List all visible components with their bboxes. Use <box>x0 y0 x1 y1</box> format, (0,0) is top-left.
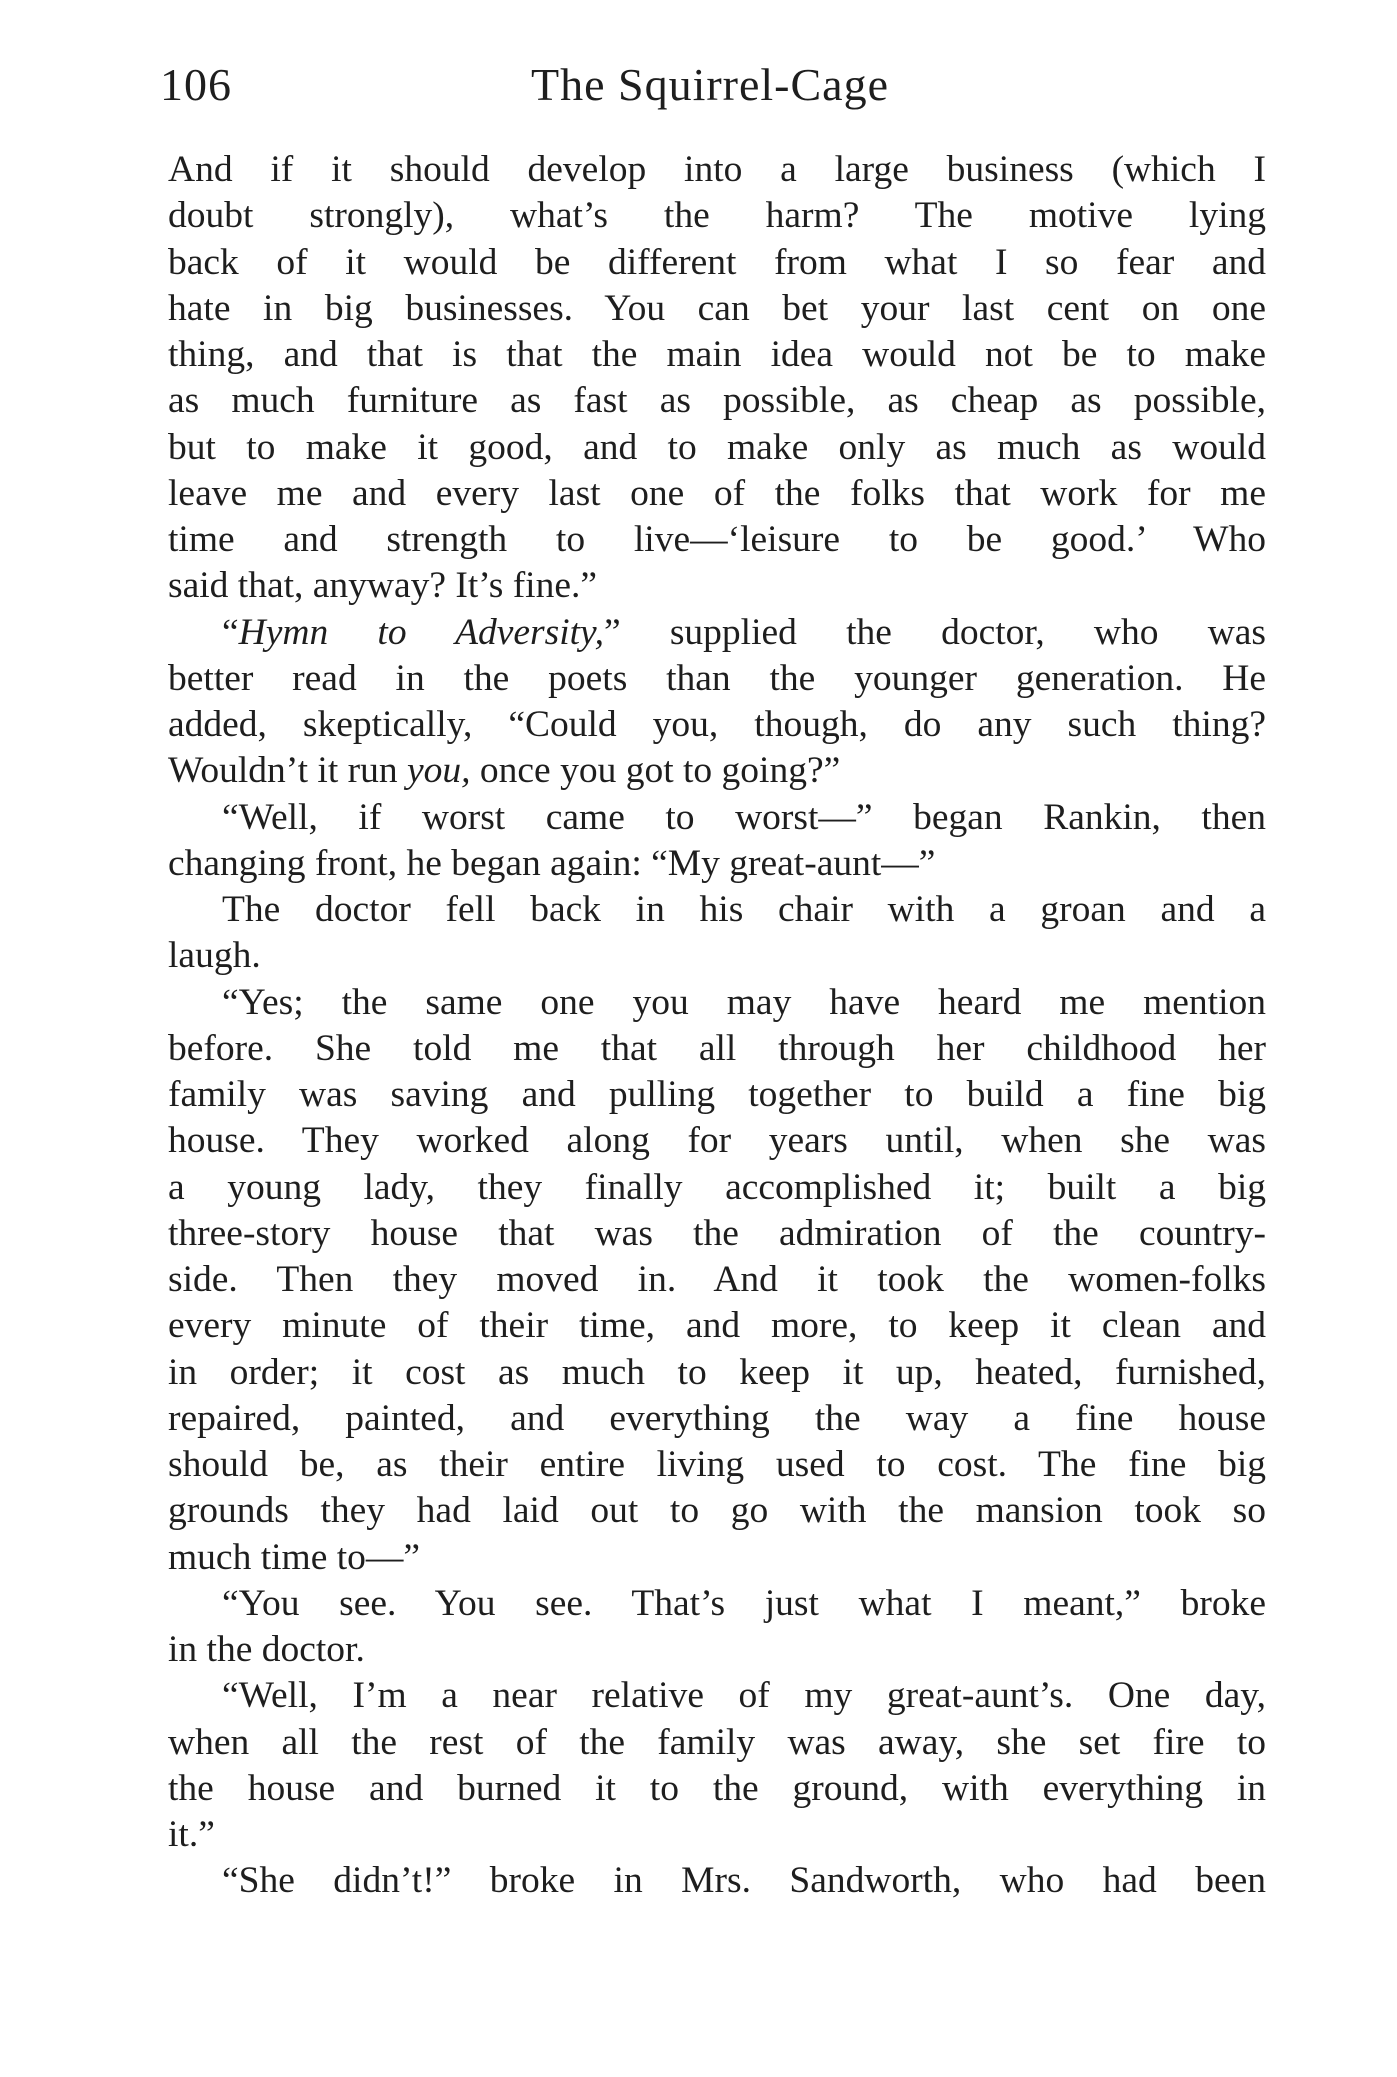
text-segment: “Well, if worst came to worst—” began Rankin, then <box>222 796 1266 838</box>
text-segment: it.” <box>168 1814 215 1855</box>
running-title: The Squirrel-Cage <box>530 59 890 110</box>
text-line <box>168 563 1266 609</box>
text-line <box>168 1026 1266 1072</box>
text-line <box>168 425 1266 471</box>
text-line <box>168 193 1266 239</box>
text-segment: And if it should develop into a large business (which I <box>168 149 1266 190</box>
text-segment: three-story house that was the admiration of the country- <box>168 1212 1266 1254</box>
text-segment: Wouldn’t it run <box>168 750 407 792</box>
text-line <box>168 1581 1266 1627</box>
text-segment: leave me and every last one of the folks that work for me <box>168 472 1266 514</box>
text-line <box>168 240 1266 286</box>
text-segment: “ <box>222 611 239 653</box>
text-segment: a young lady, they finally accomplished it; built a big <box>168 1166 1266 1208</box>
text-segment: grounds they had laid out to go with the mansion took so <box>168 1490 1266 1532</box>
text-line <box>168 610 1266 656</box>
text-segment: hate in big businesses. You can bet your last cent on one <box>168 287 1266 329</box>
text-segment: changing front, he began again: “My great-aunt—” <box>168 842 936 884</box>
text-line <box>168 1396 1266 1442</box>
text-segment: “Yes; the same one you may have heard me mention <box>222 981 1266 1023</box>
text-line <box>168 841 1266 887</box>
text-segment: thing, and that is that the main idea would not be to make <box>168 334 1266 375</box>
text-segment: should be, as their entire living used to cost. The fine big <box>168 1444 1266 1485</box>
text-line <box>168 1812 1266 1858</box>
text-segment: time and strength to live—‘leisure to be good.’ Who <box>168 519 1266 560</box>
text-segment: the house and burned it to the ground, with everything in <box>168 1767 1266 1809</box>
text-segment: said that, anyway? It’s fine.” <box>168 565 598 607</box>
text-segment: better read in the poets than the younger generation. He <box>168 657 1266 699</box>
text-line <box>168 378 1266 424</box>
text-segment: every minute of their time, and more, to keep it clean and <box>168 1305 1266 1347</box>
text-segment: back of it would be different from what I so fear and <box>168 241 1266 283</box>
text-line <box>168 1118 1266 1164</box>
text-segment: repaired, painted, and everything the way a fine house <box>168 1397 1266 1439</box>
text-line <box>168 1858 1266 1904</box>
text-line <box>168 1257 1266 1303</box>
text-line <box>168 1350 1266 1396</box>
text-segment: laugh. <box>168 935 261 977</box>
text-segment: “She didn’t!” broke in Mrs. Sandworth, who had been <box>222 1860 1266 1902</box>
text-line <box>168 1442 1266 1488</box>
text-line <box>168 702 1266 748</box>
page-header <box>160 58 1260 118</box>
text-line <box>168 887 1266 933</box>
text-line <box>168 517 1266 563</box>
text-segment: but to make it good, and to make only as much as would <box>168 426 1266 468</box>
text-line <box>168 332 1266 378</box>
text-segment: added, skeptically, “Could you, though, do any such thing? <box>168 704 1266 745</box>
text-line <box>168 933 1266 979</box>
text-segment: once you got to going?” <box>470 750 841 792</box>
text-line <box>168 1766 1266 1812</box>
body-text <box>168 147 1266 1905</box>
text-segment: family was saving and pulling together to build a fine big <box>168 1074 1266 1115</box>
text-line <box>168 1303 1266 1349</box>
text-line <box>168 1488 1266 1534</box>
text-segment: as much furniture as fast as possible, as cheap as possible, <box>168 380 1266 422</box>
text-line <box>168 1072 1266 1118</box>
italic-text: you, <box>407 750 471 792</box>
text-line <box>168 1535 1266 1581</box>
text-segment: side. Then they moved in. And it took the women-folks <box>168 1259 1266 1300</box>
text-segment: “You see. You see. That’s just what I meant,” broke <box>222 1582 1266 1624</box>
text-segment: in the doctor. <box>168 1629 365 1670</box>
text-line <box>168 471 1266 517</box>
text-segment: The doctor fell back in his chair with a groan and a <box>222 889 1266 930</box>
text-segment: before. She told me that all through her childhood her <box>168 1027 1266 1069</box>
text-segment: ” supplied the doctor, who was <box>604 611 1267 653</box>
text-line <box>168 1211 1266 1257</box>
text-line <box>168 748 1266 794</box>
text-line <box>168 1673 1266 1719</box>
page-number: 106 <box>160 59 232 110</box>
text-segment: “Well, I’m a near relative of my great-aunt’s. One day, <box>222 1675 1266 1717</box>
text-line <box>168 795 1266 841</box>
text-segment: much time to—” <box>168 1536 421 1578</box>
text-line <box>168 980 1266 1026</box>
text-segment: when all the rest of the family was away, she set fire to <box>168 1721 1266 1763</box>
text-line <box>168 147 1266 193</box>
text-line <box>168 1165 1266 1211</box>
text-line <box>168 1627 1266 1673</box>
text-segment: in order; it cost as much to keep it up, heated, furnished, <box>168 1351 1266 1393</box>
italic-text: Hymn to Adversity, <box>238 611 604 653</box>
text-segment: doubt strongly), what’s the harm? The motive lying <box>168 195 1266 237</box>
text-segment: house. They worked along for years until, when she was <box>168 1120 1266 1162</box>
text-line <box>168 1720 1266 1766</box>
text-line <box>168 286 1266 332</box>
text-line <box>168 656 1266 702</box>
